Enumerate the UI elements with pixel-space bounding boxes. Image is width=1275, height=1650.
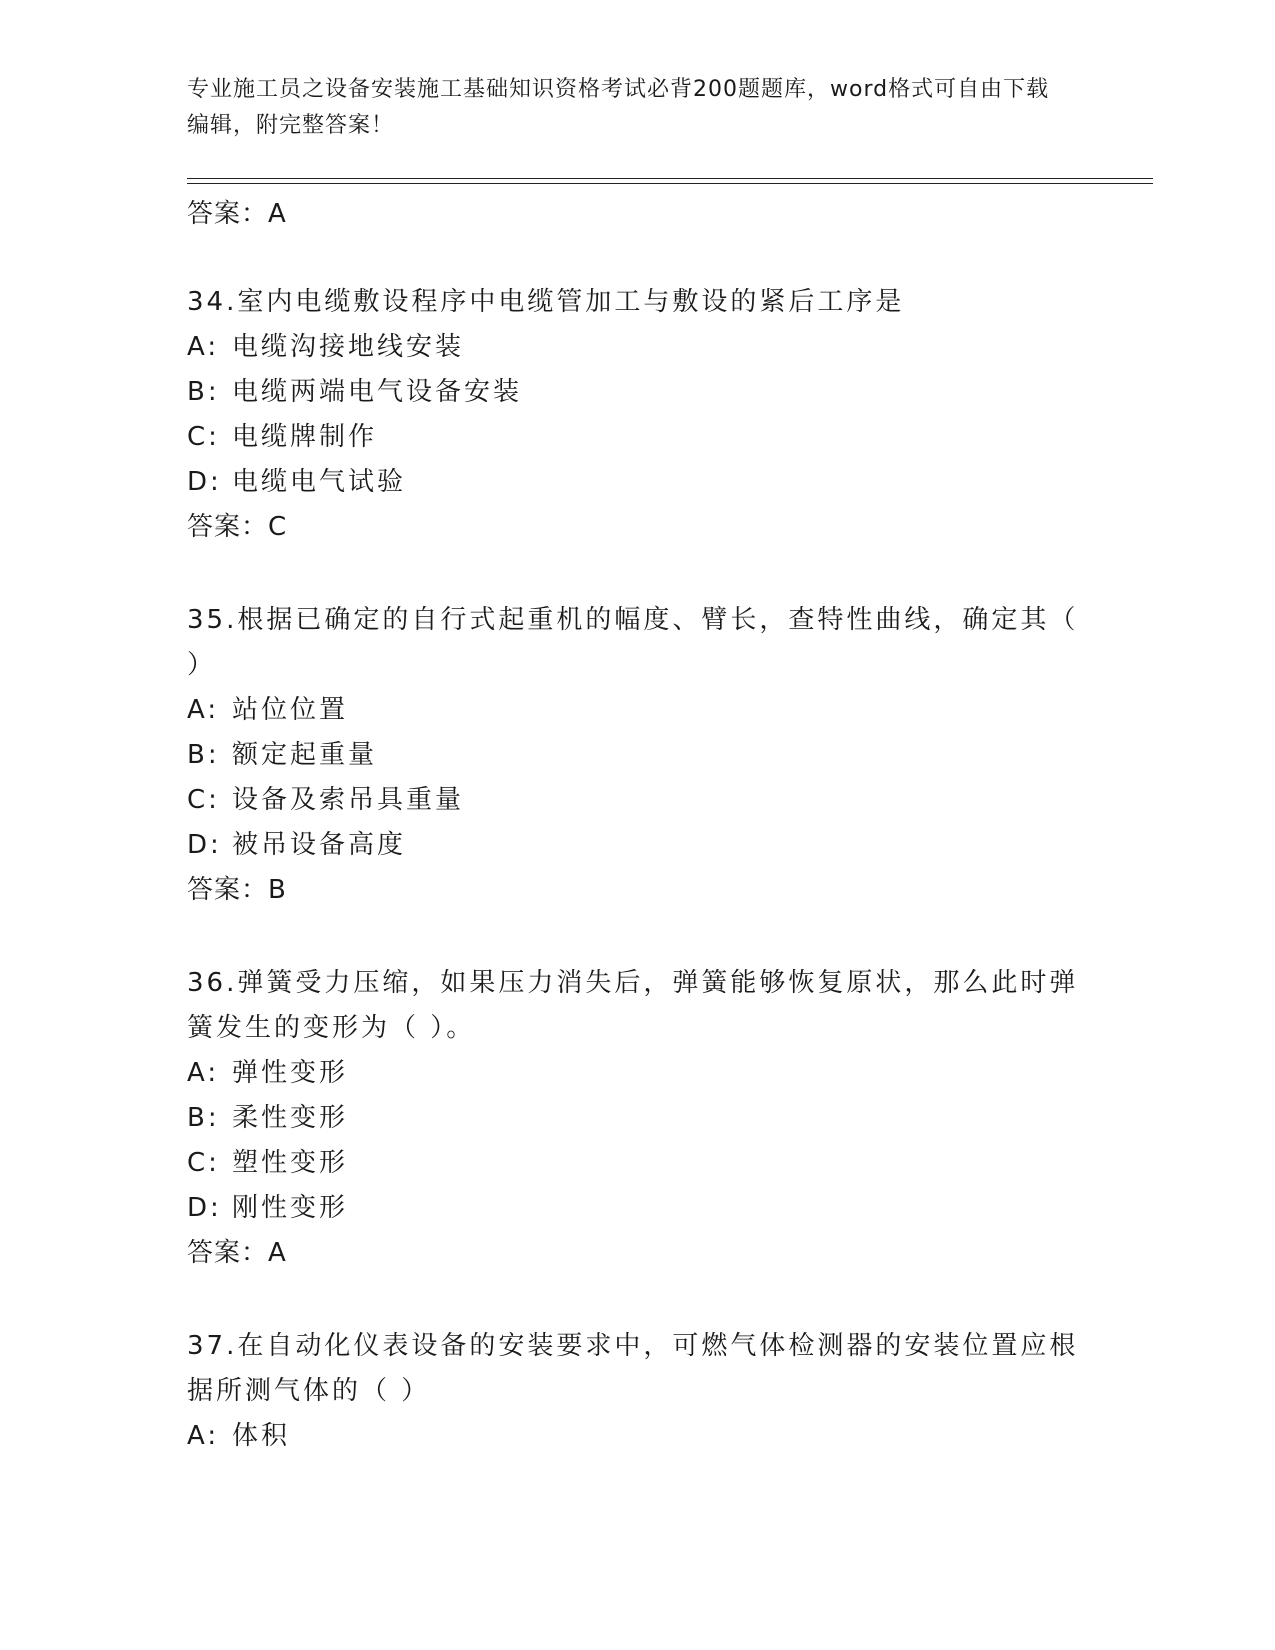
question-answer xyxy=(187,868,1087,913)
question-36 xyxy=(187,961,1087,1276)
answer-label: 答案： xyxy=(187,875,269,905)
option-b xyxy=(187,1096,1087,1141)
answer-value: A xyxy=(268,1238,287,1268)
option-a xyxy=(187,325,1087,370)
answer-label: 答案： xyxy=(187,1238,269,1268)
option-key: C: xyxy=(187,785,220,815)
option-text: 电缆电气试验 xyxy=(232,467,407,497)
question-text: 37.在自动化仪表设备的安装要求中，可燃气体检测器的安装位置应根据所测气体的（ ） xyxy=(187,1331,1079,1406)
option-key: D: xyxy=(187,830,222,860)
option-text: 柔性变形 xyxy=(232,1103,349,1133)
option-b xyxy=(187,370,1087,415)
option-text: 电缆沟接地线安装 xyxy=(232,332,465,362)
answer-value: B xyxy=(268,875,287,905)
option-d xyxy=(187,1186,1087,1231)
option-text: 刚性变形 xyxy=(232,1193,349,1223)
option-key: B: xyxy=(187,740,220,770)
answer-label: 答案： xyxy=(187,199,269,229)
option-text: 额定起重量 xyxy=(232,740,378,770)
question-text: 35.根据已确定的自行式起重机的幅度、臂长，查特性曲线，确定其（ ） xyxy=(187,605,1079,680)
option-key: A: xyxy=(187,695,220,725)
option-key: A: xyxy=(187,1421,220,1451)
question-text: 36.弹簧受力压缩，如果压力消失后，弹簧能够恢复原状，那么此时弹簧发生的变形为（ ）。 xyxy=(187,968,1079,1043)
option-text: 电缆牌制作 xyxy=(232,422,378,452)
option-key: D: xyxy=(187,1193,222,1223)
answer-value: C xyxy=(268,512,288,542)
option-d xyxy=(187,823,1087,868)
option-d xyxy=(187,460,1087,505)
question-answer xyxy=(187,1231,1087,1276)
option-c xyxy=(187,1141,1087,1186)
question-answer xyxy=(187,505,1087,550)
option-key: A: xyxy=(187,332,220,362)
option-text: 体积 xyxy=(232,1421,291,1451)
option-a xyxy=(187,1051,1087,1096)
answer-label: 答案： xyxy=(187,512,269,542)
option-b xyxy=(187,733,1087,778)
option-key: C: xyxy=(187,422,220,452)
header-divider-bottom xyxy=(187,183,1153,184)
option-text: 设备及索吊具重量 xyxy=(232,785,465,815)
option-a xyxy=(187,688,1087,733)
option-key: B: xyxy=(187,377,220,407)
option-text: 被吊设备高度 xyxy=(232,830,407,860)
answer-value: A xyxy=(268,199,287,229)
option-text: 电缆两端电气设备安装 xyxy=(232,377,523,407)
option-key: A: xyxy=(187,1058,220,1088)
option-text: 弹性变形 xyxy=(232,1058,349,1088)
question-37 xyxy=(187,1324,1087,1459)
option-text: 站位位置 xyxy=(232,695,349,725)
question-34 xyxy=(187,280,1087,550)
option-c xyxy=(187,778,1087,823)
option-key: D: xyxy=(187,467,222,497)
option-text: 塑性变形 xyxy=(232,1148,349,1178)
question-35 xyxy=(187,598,1087,913)
option-key: C: xyxy=(187,1148,220,1178)
header-divider-top xyxy=(187,178,1153,179)
question-content xyxy=(187,190,1087,1459)
document-header-title: 专业施工员之设备安装施工基础知识资格考试必背200题题库，word格式可自由下载编辑，附完整答案！ xyxy=(187,77,1050,138)
option-c xyxy=(187,415,1087,460)
question-text: 34.室内电缆敷设程序中电缆管加工与敷设的紧后工序是 xyxy=(187,287,905,317)
previous-answer xyxy=(187,196,1087,232)
option-a xyxy=(187,1414,1087,1459)
option-key: B: xyxy=(187,1103,220,1133)
